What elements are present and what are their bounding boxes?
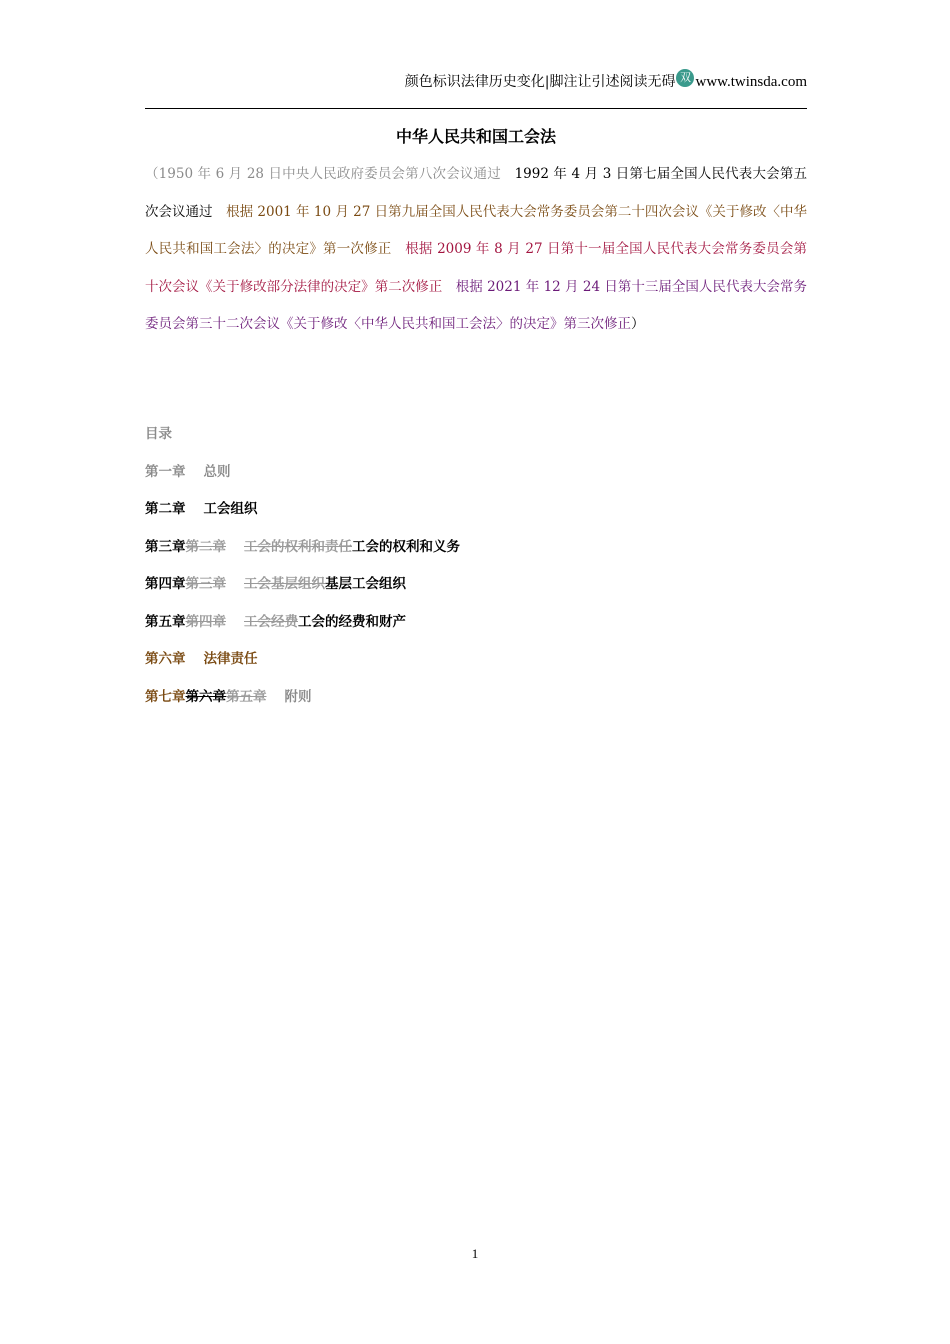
- table-of-contents: [145, 420, 807, 720]
- toc-chapter-3[interactable]: [145, 533, 807, 571]
- close-paren: ）: [631, 316, 645, 332]
- chapter-title: 总则: [203, 463, 231, 480]
- chapter-title: 工会的经费和财产: [298, 613, 406, 630]
- history-1950: 1950 年 6 月 28 日中央人民政府委员会第八次会议通过: [158, 166, 501, 182]
- chapter-number: 第五章: [145, 613, 186, 630]
- chapter-number: 第三章: [145, 538, 186, 555]
- history-1992: 1992 年 4 月 3 日第七届全国人民代表大会第五次会议通过: [145, 166, 807, 220]
- page-number: 1: [471, 1246, 479, 1261]
- document-title: 中华人民共和国工会法: [395, 127, 556, 146]
- chapter-title: 基层工会组织: [325, 576, 406, 592]
- chapter-number: 第六章: [145, 651, 186, 667]
- history-2001: 根据 2001 年 10 月 27 日第九届全国人民代表大会常务委员会第二十四次会议《关于修改〈中华人民共和国工会法〉的决定》第一次修正: [145, 203, 808, 257]
- twinsda-logo-icon: 双: [676, 69, 694, 87]
- legislative-history: [145, 156, 807, 344]
- toc-chapter-2[interactable]: [145, 495, 807, 533]
- chapter-number: 第二章: [145, 501, 186, 517]
- deleted-chapter-title: 工会的权利和责任: [244, 538, 352, 555]
- toc-chapter-7[interactable]: [145, 683, 807, 721]
- toc-chapter-4[interactable]: [145, 570, 807, 608]
- page-header: [145, 70, 807, 109]
- toc-heading: 目录: [145, 426, 172, 442]
- open-paren: （: [145, 166, 159, 182]
- chapter-number: 第四章: [145, 576, 186, 592]
- chapter-number: 第七章: [145, 688, 186, 705]
- toc-chapter-5[interactable]: [145, 608, 807, 646]
- chapter-title: 工会的权利和义务: [352, 538, 460, 555]
- toc-chapter-6[interactable]: [145, 645, 807, 683]
- deleted-chapter-number: 第二章: [185, 538, 226, 555]
- toc-chapter-1[interactable]: [145, 458, 807, 496]
- deleted-chapter-title: 工会经费: [244, 613, 298, 630]
- chapter-title: 法律责任: [203, 651, 258, 667]
- header-tagline: 颜色标识法律历史变化|脚注让引述阅读无碍: [404, 74, 676, 90]
- chapter-title: 附则: [284, 688, 312, 705]
- deleted-chapter-number-2: 第五章: [226, 688, 267, 705]
- deleted-chapter-number-1: 第六章: [185, 688, 226, 705]
- header-site-link[interactable]: www.twinsda.com: [695, 74, 807, 90]
- deleted-chapter-number: 第三章: [185, 576, 226, 592]
- deleted-chapter-number: 第四章: [185, 613, 226, 630]
- history-2009: 根据 2009 年 8 月 27 日第十一届全国人民代表大会常务委员会第十次会议《关于修改部分法律的决定》第二次修正: [145, 241, 808, 295]
- history-2021: 根据 2021 年 12 月 24 日第十三届全国人民代表大会常务委员会第三十二次会议《关于修改〈中华人民共和国工会法〉的决定》第三次修正: [145, 278, 807, 332]
- chapter-number: 第一章: [145, 463, 186, 480]
- chapter-title: 工会组织: [203, 501, 258, 517]
- deleted-chapter-title: 工会基层组织: [244, 576, 325, 592]
